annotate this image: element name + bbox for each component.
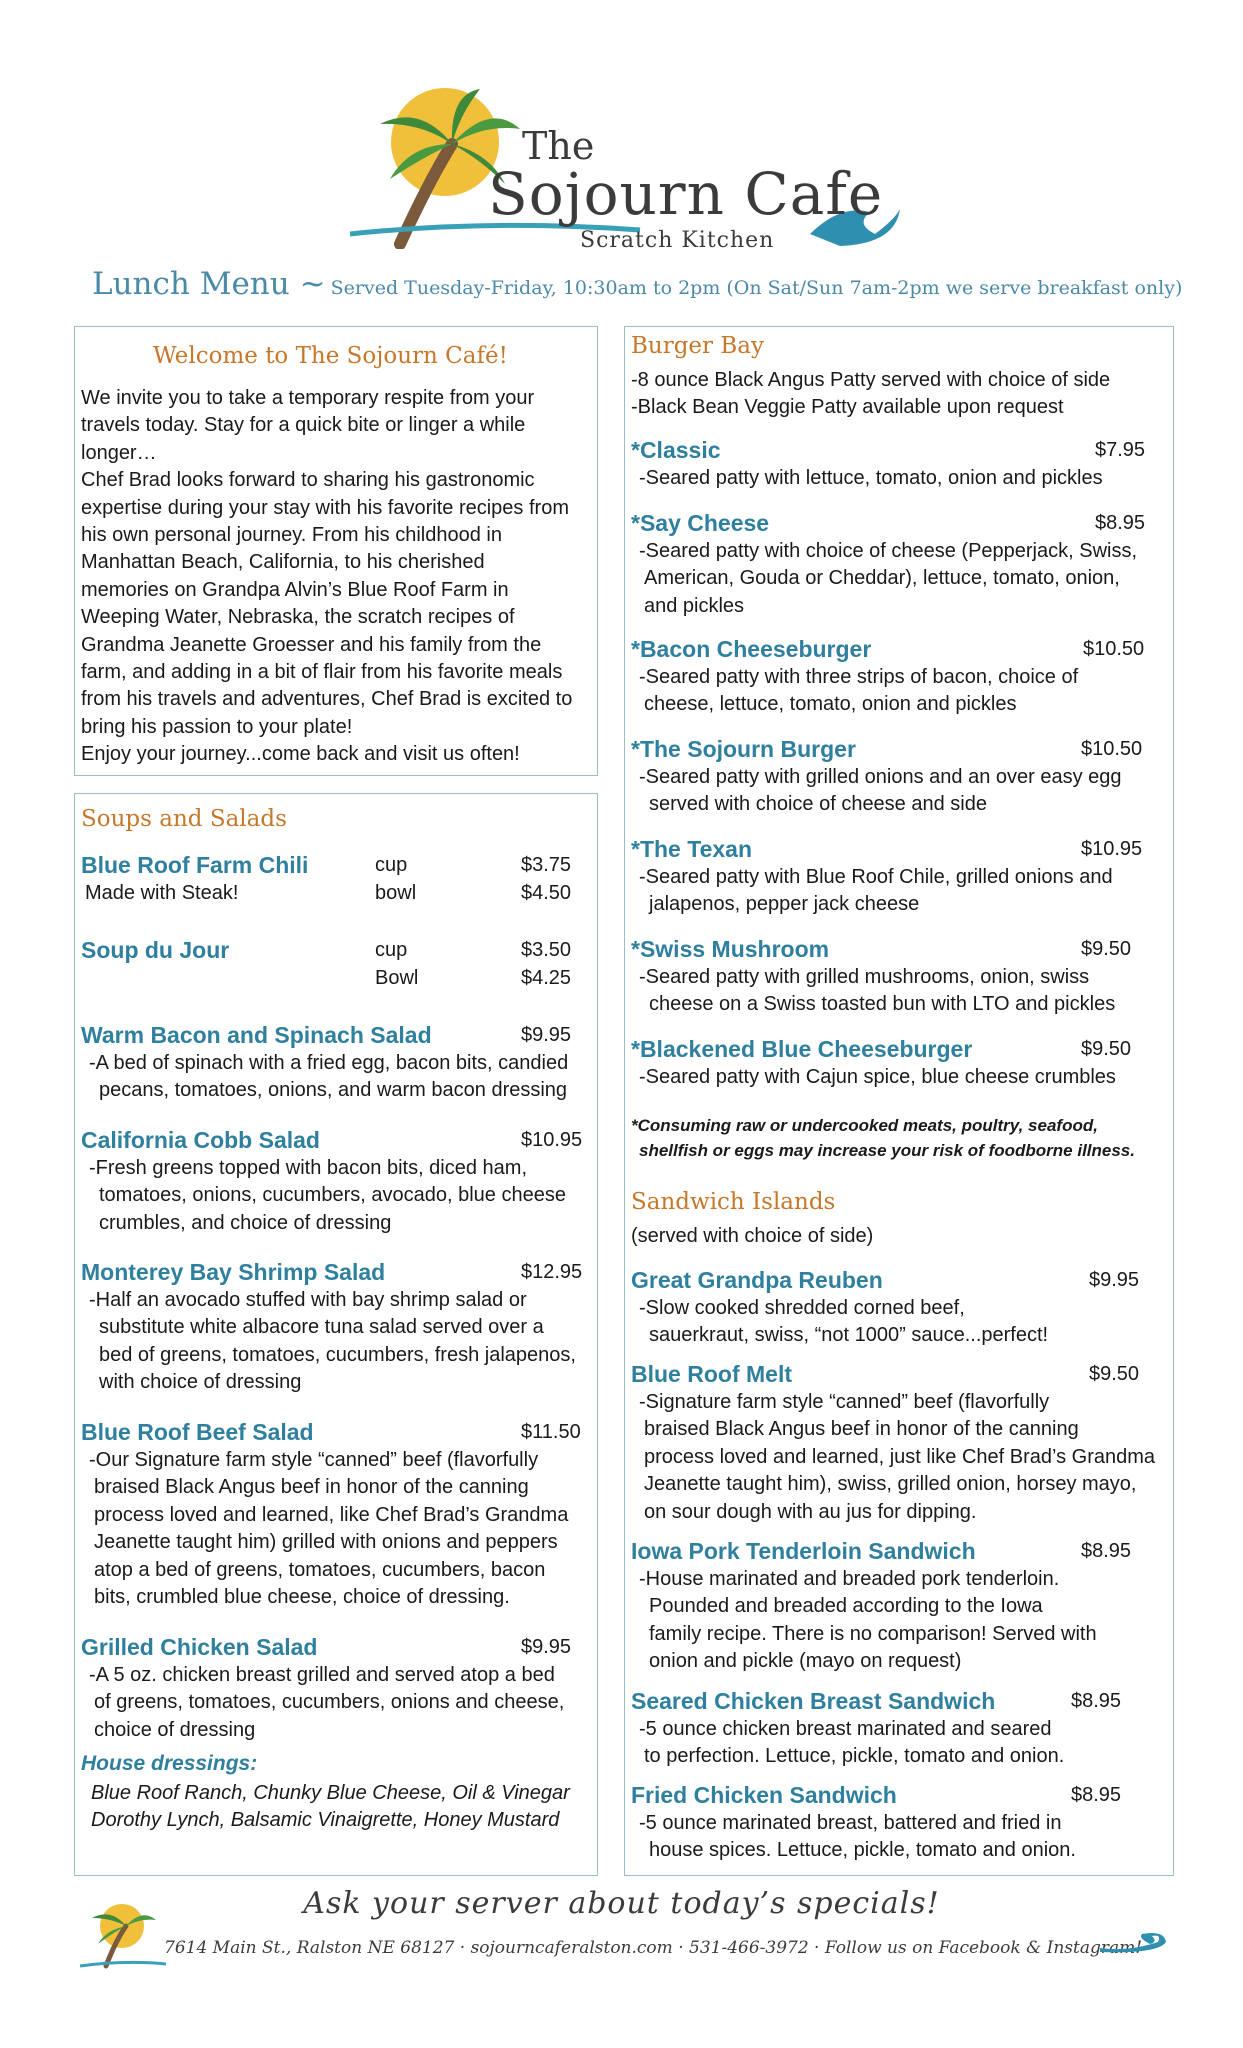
burger-price: $8.95 xyxy=(1095,512,1146,534)
desc-line: to perfection. Lettuce, pickle, tomato and onion. xyxy=(644,1745,1065,1768)
desc-line: Pounded and breaded according to the Iowa xyxy=(649,1595,1043,1618)
welcome-line: expertise during your stay with his favorite recipes from xyxy=(81,496,569,519)
sandwiches-title: Sandwich Islands xyxy=(631,1189,836,1215)
chili-size-bowl: bowl xyxy=(375,882,417,904)
burger-desc xyxy=(639,964,1169,1019)
food-warning xyxy=(631,1113,1135,1163)
logo-name: Sojourn Cafe xyxy=(488,160,884,228)
sandwich-price: $9.95 xyxy=(1089,1269,1140,1291)
menu-title: Lunch Menu ~ xyxy=(92,266,326,302)
sandwich-price: $8.95 xyxy=(1081,1540,1132,1562)
warning-line: shellfish or eggs may increase your risk of foodborne illness. xyxy=(639,1141,1135,1160)
sandwiches-subtitle: (served with choice of side) xyxy=(631,1225,874,1247)
desc-line: atop a bed of greens, tomatoes, cucumbers, bacon xyxy=(94,1558,546,1581)
logo-subtitle: Scratch Kitchen xyxy=(580,228,775,253)
desc-line: -Seared patty with grilled onions and an over easy egg xyxy=(639,766,1122,788)
sandwich-desc xyxy=(639,1566,1169,1676)
desc-line: cheese on a Swiss toasted bun with LTO and pickles xyxy=(649,993,1116,1016)
specials-banner: Ask your server about today’s specials! xyxy=(303,1886,940,1921)
menu-title-line xyxy=(92,266,1192,302)
burger-name: *Blackened Blue Cheeseburger xyxy=(631,1036,973,1062)
intro-line: -Black Bean Veggie Patty available upon request xyxy=(631,396,1064,419)
desc-line: process loved and learned, like Chef Brad’s Grandma xyxy=(94,1503,569,1526)
salad-price: $11.50 xyxy=(521,1421,581,1443)
desc-line: served with choice of cheese and side xyxy=(649,793,987,816)
desc-line: tomatoes, onions, cucumbers, avocado, blue cheese xyxy=(99,1184,566,1207)
desc-line: -Signature farm style “canned” beef (flavorfully xyxy=(639,1391,1050,1413)
burger-desc xyxy=(639,664,1169,719)
desc-line: -Our Signature farm style “canned” beef (flavorfully xyxy=(89,1449,539,1471)
welcome-line: bring his passion to your plate! xyxy=(81,715,353,738)
salad-price: $12.95 xyxy=(521,1261,583,1283)
soup-size-bowl: Bowl xyxy=(375,967,419,989)
desc-line: -Fresh greens topped with bacon bits, diced ham, xyxy=(89,1157,528,1179)
burger-price: $9.50 xyxy=(1081,938,1132,960)
sandwich-name: Seared Chicken Breast Sandwich xyxy=(631,1688,996,1714)
desc-line: onion and pickle (mayo on request) xyxy=(649,1650,962,1673)
chili-price-cup: $3.75 xyxy=(521,854,572,876)
salad-desc xyxy=(89,1155,589,1237)
desc-line: jalapenos, pepper jack cheese xyxy=(649,893,920,916)
desc-line: -Seared patty with Cajun spice, blue cheese crumbles xyxy=(639,1066,1116,1088)
burger-price: $10.95 xyxy=(1081,838,1143,860)
desc-line: house spices. Lettuce, pickle, tomato and onion. xyxy=(649,1839,1076,1862)
dressing-line: Blue Roof Ranch, Chunky Blue Cheese, Oil & Vinegar xyxy=(91,1782,570,1804)
desc-line: Jeanette taught him) grilled with onions and peppers xyxy=(94,1531,558,1554)
burger-desc xyxy=(639,764,1169,819)
salad-name: Monterey Bay Shrimp Salad xyxy=(81,1259,386,1285)
salad-name: Blue Roof Beef Salad xyxy=(81,1419,314,1445)
desc-line: crumbles, and choice of dressing xyxy=(99,1211,392,1234)
desc-line: -Seared patty with choice of cheese (Pepperjack, Swiss, xyxy=(639,540,1138,562)
sandwich-desc xyxy=(639,1389,1169,1526)
soup-price-bowl: $4.25 xyxy=(521,967,572,989)
desc-line: on sour dough with au jus for dipping. xyxy=(644,1500,977,1523)
salad-name: Warm Bacon and Spinach Salad xyxy=(81,1022,432,1048)
burger-desc xyxy=(639,465,1169,492)
sandwich-desc xyxy=(639,1810,1169,1865)
burger-name: *Say Cheese xyxy=(631,510,770,536)
sandwich-name: Great Grandpa Reuben xyxy=(631,1267,883,1293)
desc-line: sauerkraut, swiss, “not 1000” sauce...perfect! xyxy=(649,1324,1049,1347)
burger-price: $10.50 xyxy=(1083,638,1145,660)
desc-line: pecans, tomatoes, onions, and warm bacon dressing xyxy=(99,1079,568,1102)
desc-line: -Seared patty with Blue Roof Chile, grilled onions and xyxy=(639,866,1113,888)
desc-line: with choice of dressing xyxy=(99,1371,302,1394)
welcome-line: Chef Brad looks forward to sharing his gastronomic xyxy=(81,469,535,492)
soups-salads-box xyxy=(74,793,598,1876)
wave-icon xyxy=(1098,1932,1168,1954)
sandwich-name: Iowa Pork Tenderloin Sandwich xyxy=(631,1538,976,1564)
welcome-line: Weeping Water, Nebraska, the scratch recipes of xyxy=(81,606,515,629)
footer-address: 7614 Main St., Ralston NE 68127 · sojourncaferalston.com · 531-466-3972 · Follow us on Facebook & Instagram! xyxy=(164,1938,1143,1958)
menu-hours: Served Tuesday-Friday, 10:30am to 2pm (On Sat/Sun 7am-2pm we serve breakfast only) xyxy=(330,277,1183,299)
desc-line: Jeanette taught him), swiss, grilled onion, horsey mayo, xyxy=(644,1473,1137,1496)
chili-name: Blue Roof Farm Chili xyxy=(81,852,309,878)
desc-line: -House marinated and breaded pork tenderloin. xyxy=(639,1568,1060,1590)
desc-line: -Slow cooked shredded corned beef, xyxy=(639,1297,965,1319)
desc-line: of greens, tomatoes, cucumbers, onions and cheese, xyxy=(94,1691,565,1714)
burger-name: *The Sojourn Burger xyxy=(631,736,856,762)
desc-line: bits, crumbled blue cheese, choice of dressing. xyxy=(94,1586,510,1609)
intro-line: -8 ounce Black Angus Patty served with choice of side xyxy=(631,369,1111,391)
desc-line: choice of dressing xyxy=(94,1718,256,1741)
desc-line: and pickles xyxy=(644,594,745,617)
cafe-logo xyxy=(340,84,900,253)
salad-name: Grilled Chicken Salad xyxy=(81,1634,318,1660)
burger-price: $9.50 xyxy=(1081,1038,1132,1060)
salad-desc xyxy=(89,1662,589,1744)
desc-line: braised Black Angus beef in honor of the canning xyxy=(644,1418,1079,1441)
desc-line: process loved and learned, just like Chef Brad’s Grandma xyxy=(644,1445,1156,1468)
burger-desc xyxy=(639,538,1169,620)
salad-price: $9.95 xyxy=(521,1636,572,1658)
salad-price: $10.95 xyxy=(521,1129,583,1151)
salad-desc xyxy=(89,1447,589,1611)
logo-the: The xyxy=(522,124,595,168)
soups-title: Soups and Salads xyxy=(81,806,287,832)
desc-line: substitute white albacore tuna salad served over a xyxy=(99,1316,544,1339)
burger-name: *Swiss Mushroom xyxy=(631,936,830,962)
burgers-intro xyxy=(631,367,1171,422)
sandwich-desc xyxy=(639,1295,1169,1350)
welcome-line: longer… xyxy=(81,441,157,464)
welcome-line: Manhattan Beach, California, to his cherished xyxy=(81,551,485,574)
burgers-title: Burger Bay xyxy=(631,333,764,359)
desc-line: bed of greens, tomatoes, cucumbers, fresh jalapenos, xyxy=(99,1343,576,1366)
welcome-line: We invite you to take a temporary respite from your xyxy=(81,387,535,409)
burger-name: *Classic xyxy=(631,437,721,463)
desc-line: braised Black Angus beef in honor of the canning xyxy=(94,1476,529,1499)
warning-line: *Consuming raw or undercooked meats, poultry, seafood, xyxy=(631,1116,1098,1135)
welcome-line: from his travels and adventures, Chef Brad is excited to xyxy=(81,688,573,711)
sandwich-price: $9.50 xyxy=(1089,1363,1140,1385)
sandwich-price: $8.95 xyxy=(1071,1784,1122,1806)
sandwich-name: Fried Chicken Sandwich xyxy=(631,1782,897,1808)
salad-desc xyxy=(89,1287,589,1397)
burgers-sandwiches-box xyxy=(624,326,1174,1876)
burger-price: $10.50 xyxy=(1081,738,1143,760)
chili-size-cup: cup xyxy=(375,854,408,876)
burger-name: *The Texan xyxy=(631,836,752,862)
dressings-title: House dressings: xyxy=(81,1752,258,1775)
desc-line: -5 ounce chicken breast marinated and seared xyxy=(639,1718,1052,1740)
desc-line: -Seared patty with lettuce, tomato, onion and pickles xyxy=(639,467,1103,489)
burger-name: *Bacon Cheeseburger xyxy=(631,636,872,662)
desc-line: -A bed of spinach with a fried egg, bacon bits, candied xyxy=(89,1052,569,1074)
dressings-list xyxy=(91,1780,570,1834)
desc-line: -Seared patty with grilled mushrooms, onion, swiss xyxy=(639,966,1090,988)
salad-name: California Cobb Salad xyxy=(81,1127,320,1153)
welcome-title: Welcome to The Sojourn Café! xyxy=(153,343,508,369)
welcome-line: memories on Grandpa Alvin’s Blue Roof Farm in xyxy=(81,578,509,601)
welcome-text xyxy=(81,385,591,769)
desc-line: -Seared patty with three strips of bacon, choice of xyxy=(639,666,1079,688)
desc-line: cheese, lettuce, tomato, onion and pickles xyxy=(644,693,1017,716)
desc-line: family recipe. There is no comparison! Served with xyxy=(649,1622,1097,1645)
soup-size-cup: cup xyxy=(375,939,408,961)
salad-desc xyxy=(89,1050,589,1105)
desc-line: -A 5 oz. chicken breast grilled and served atop a bed xyxy=(89,1664,555,1686)
sandwich-name: Blue Roof Melt xyxy=(631,1361,792,1387)
welcome-line: travels today. Stay for a quick bite or linger a while xyxy=(81,414,526,437)
desc-line: -Half an avocado stuffed with bay shrimp salad or xyxy=(89,1289,527,1311)
chili-note: Made with Steak! xyxy=(85,882,239,904)
salad-price: $9.95 xyxy=(521,1024,572,1046)
burger-desc xyxy=(639,1064,1169,1091)
welcome-line: his own personal journey. From his childhood in xyxy=(81,524,502,547)
welcome-line: Grandma Jeanette Groesser and his family from the xyxy=(81,633,542,656)
welcome-line: farm, and adding in a bit of flair from his favorite meals xyxy=(81,661,563,684)
desc-line: American, Gouda or Cheddar), lettuce, tomato, onion, xyxy=(644,567,1120,590)
burger-desc xyxy=(639,864,1169,919)
soup-price-cup: $3.50 xyxy=(521,939,572,961)
sandwich-desc xyxy=(639,1716,1169,1771)
chili-price-bowl: $4.50 xyxy=(521,882,572,904)
soup-name: Soup du Jour xyxy=(81,937,230,963)
welcome-line: Enjoy your journey...come back and visit us often! xyxy=(81,743,520,766)
sandwich-price: $8.95 xyxy=(1071,1690,1122,1712)
welcome-box xyxy=(74,326,598,776)
burger-price: $7.95 xyxy=(1095,439,1146,461)
dressing-line: Dorothy Lynch, Balsamic Vinaigrette, Honey Mustard xyxy=(91,1809,560,1831)
desc-line: -5 ounce marinated breast, battered and fried in xyxy=(639,1812,1062,1834)
